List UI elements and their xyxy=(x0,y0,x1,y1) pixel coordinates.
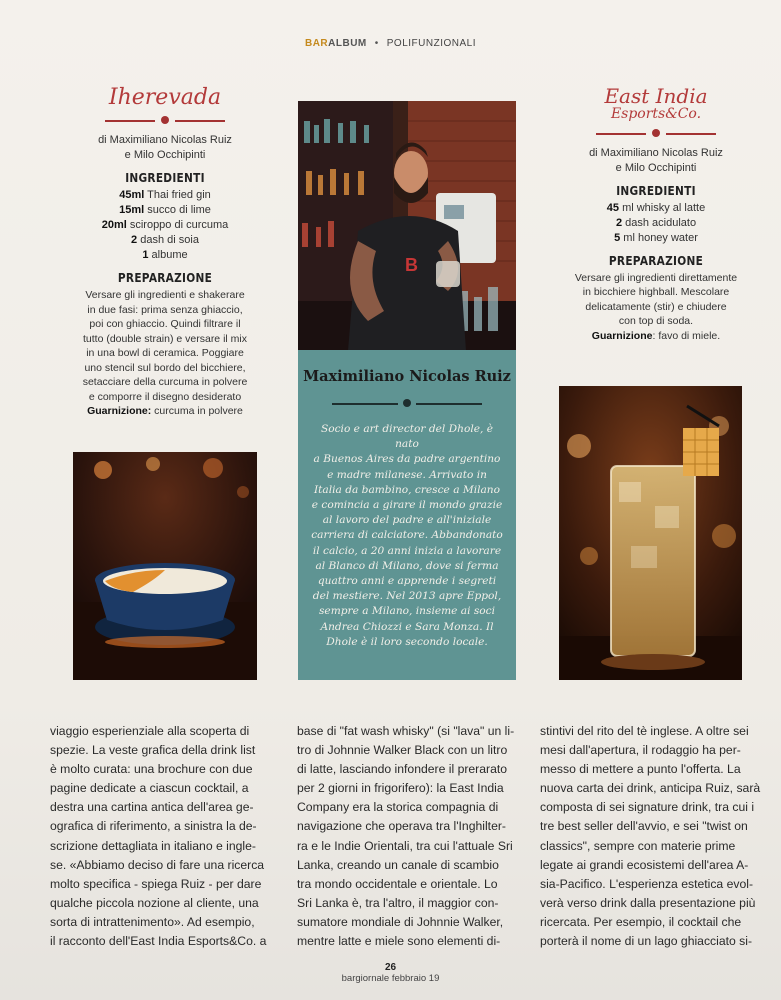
svg-text:B: B xyxy=(405,255,418,275)
brand-bar: BAR xyxy=(304,38,329,49)
bio-text: Socio e art director del Dhole, è nato a Buenos Aires da padre argentino e madre milanese. Arrivato in Italia da bambino, cresce a Milano e comincia a girare il mondo grazie al lavoro del padre e all'iniziale carriera di calciatore. Abbandonato il calcio, a 20 anni inizia a lavorare al Blanco di Milano, dove si ferma quattro anni e apprende i segreti del mestiere. Nel 2013 apre Eppol, sempre a Milano, insieme ai soci Andrea Chiozzi e Sara Monza. Il Dhole è il loro secondo locale. xyxy=(311,423,503,648)
ingredient-row: 45 ml whisky al latte xyxy=(606,201,706,214)
left-prep-text: Versare gli ingredienti e shakerare in due fasi: prima senza ghiaccio, poi con ghiaccio. Quindi filtrare il tutto (double strain) e versare il mix in una bowl di ceramica. Poggiare uno stencil sul bordo del bicchiere, setacciare della curcuma in polvere e comporre il disegno desiderato Guarnizione: curcuma in polvere xyxy=(72,288,258,419)
right-ingredients-heading: INGREDIENTI xyxy=(616,183,696,198)
ingredient-row: 20ml sciroppo di curcuma xyxy=(101,219,229,232)
bio-divider xyxy=(332,398,482,410)
cocktail-bowl-photo xyxy=(73,452,257,680)
page-footer xyxy=(0,962,781,984)
header-separator: • xyxy=(374,38,379,49)
left-recipe-title: Iherevada xyxy=(108,85,222,110)
left-title-divider xyxy=(105,115,225,127)
body-column-1: viaggio esperienziale alla scoperta di spezie. La veste grafica della drink list è molto curata: una brochure con due pagine dedicate a ciascun cocktail, a destra una cartina antica dell'area ge- ografica di riferimento, a sinistra la de- scrizione dettagliata in italiano e ingle- se. «Abbiamo deciso di fare una ricerca molto specifica - spiega Ruiz - per dare qualche piccola nozione al cliente, una sorta di intrattenimento». Ad esempio, il racconto dell'East India Esports&Co. a xyxy=(50,724,267,949)
ingredient-row: 15ml succo di lime xyxy=(119,204,211,217)
right-title-divider xyxy=(596,128,716,140)
right-prep-text: Versare gli ingredienti direttamente in bicchiere highball. Mescolare delicatamente (stir) e chiudere con top di soda. Guarnizione: favo di miele. xyxy=(556,271,756,344)
right-recipe xyxy=(556,86,756,343)
page-header xyxy=(0,38,781,49)
publication-name: bargiornale febbraio 19 xyxy=(341,973,440,984)
right-recipe-title: East India Esports&Co. xyxy=(604,84,708,122)
left-ingredients-heading: INGREDIENTI xyxy=(125,171,205,186)
highball-cocktail-photo xyxy=(559,386,742,680)
right-garnish: Guarnizione: favo di miele. xyxy=(591,329,721,342)
left-recipe xyxy=(72,86,258,419)
section-name: POLIFUNZIONALI xyxy=(386,38,477,49)
body-column-3: stintivi del rito del tè inglese. A oltre sei mesi dall'apertura, il rodaggio ha per- messo di mettere a punto l'offerta. La nuova carta dei drink, anticipa Ruiz, sarà composta di sei signature drink, tra cui i tre best seller dell'avvio, e sei "twist on classics", sempre con materie prime legate ai grandi ecosistemi dell'area A- sia-Pacifico. L'esperienza estetica evol- verà verso drink dalla presentazione più ricercata. Per esempio, il cocktail che porterà il nome di un lago ghiacciato si- xyxy=(540,724,761,949)
bio-name: Maximiliano Nicolas Ruiz xyxy=(303,368,511,385)
right-recipe-authors: di Maximiliano Nicolas Ruiz e Milo Occhipinti xyxy=(589,146,723,174)
left-garnish: Guarnizione: curcuma in polvere xyxy=(87,405,243,418)
ingredient-row: 45ml Thai fried gin xyxy=(119,189,211,202)
left-ingredients-list xyxy=(72,188,258,263)
body-column-2: base di "fat wash whisky" (si "lava" un li- tro di Johnnie Walker Black con un litro di latte, lasciando infondere il prerarato per 2 giorni in frigorifero): la East India Company era la storica compagnia di navigazione che operava tra l'Inghilter- ra e le Indie Orientali, tra cui l'attuale Sri Lanka, creando un canale di scambio tra mondo occidentale e orientale. Lo Sri Lanka è, tra l'altro, il maggior con- sumatore mondiale di Johnnie Walker, mentre latte e miele sono elementi di- xyxy=(297,724,515,949)
left-recipe-authors: di Maximiliano Nicolas Ruiz e Milo Occhipinti xyxy=(98,134,232,162)
brand-album: ALBUM xyxy=(328,38,367,49)
page-number: 26 xyxy=(384,962,397,973)
ingredient-row: 5 ml honey water xyxy=(614,231,698,244)
ingredient-row: 2 dash di soia xyxy=(131,234,199,247)
left-prep-heading: PREPARAZIONE xyxy=(117,271,213,286)
bio-box xyxy=(298,350,516,680)
ingredient-row: 2 dash acidulato xyxy=(615,216,697,229)
right-ingredients-list xyxy=(556,201,756,246)
ingredient-row: 1 albume xyxy=(142,249,188,262)
right-prep-heading: PREPARAZIONE xyxy=(608,253,704,268)
bartender-portrait-photo xyxy=(298,101,516,351)
